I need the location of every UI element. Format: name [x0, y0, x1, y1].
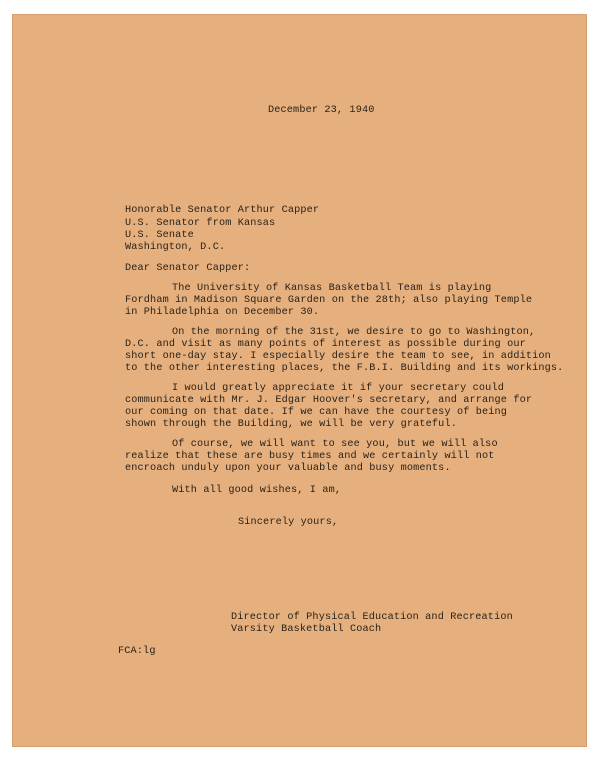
paragraph-line: Fordham in Madison Square Garden on the 28th; also playing Temple: [125, 295, 533, 306]
signature-title-line: Varsity Basketball Coach: [231, 624, 382, 635]
paragraph-line: short one-day stay. I especially desire the team to see, in addition: [125, 351, 551, 362]
paragraph-line: Of course, we will want to see you, but we will also: [172, 439, 498, 450]
paragraph-line: On the morning of the 31st, we desire to go to Washington,: [172, 327, 536, 338]
letter-date: December 23, 1940: [268, 105, 375, 116]
typist-initials: FCA:lg: [118, 646, 156, 657]
recipient-line: Honorable Senator Arthur Capper: [125, 205, 320, 216]
paragraph-line: realize that these are busy times and we certainly will not: [125, 451, 495, 462]
paragraph-line: shown through the Building, we will be very grateful.: [125, 419, 457, 430]
paragraph-line: The University of Kansas Basketball Team is playing: [172, 283, 492, 294]
paragraph-line: I would greatly appreciate it if your secretary could: [172, 383, 504, 394]
recipient-line: U.S. Senate: [125, 230, 194, 241]
salutation: Dear Senator Capper:: [125, 263, 251, 274]
paragraph-line: our coming on that date. If we can have the courtesy of being: [125, 407, 508, 418]
closing-line: With all good wishes, I am,: [172, 485, 342, 496]
signoff: Sincerely yours,: [238, 517, 339, 528]
signature-title-line: Director of Physical Education and Recreation: [231, 612, 513, 623]
paragraph-line: D.C. and visit as many points of interest as possible during our: [125, 339, 526, 350]
letter-page: [12, 14, 587, 747]
paragraph-line: encroach unduly upon your valuable and busy moments.: [125, 463, 451, 474]
recipient-line: U.S. Senator from Kansas: [125, 218, 276, 229]
paragraph-line: communicate with Mr. J. Edgar Hoover's secretary, and arrange for: [125, 395, 533, 406]
paragraph-line: to the other interesting places, the F.B.I. Building and its workings.: [125, 363, 564, 374]
paragraph-line: in Philadelphia on December 30.: [125, 307, 320, 318]
recipient-line: Washington, D.C.: [125, 242, 226, 253]
